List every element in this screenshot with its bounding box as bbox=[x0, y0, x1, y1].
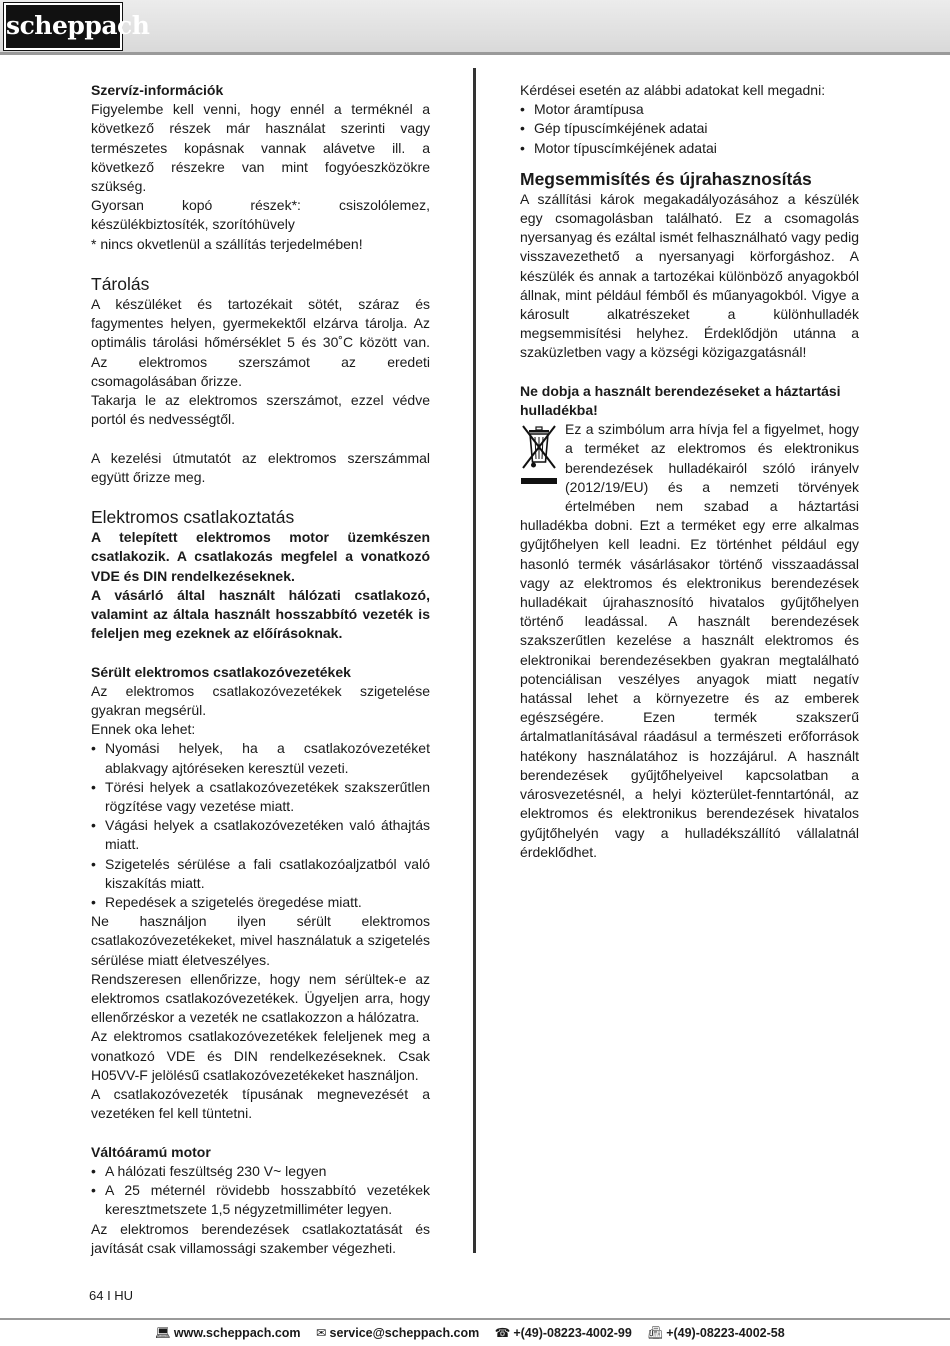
service-title: Szervíz-információk bbox=[91, 82, 224, 98]
website-link[interactable]: www.scheppach.com bbox=[173, 1326, 301, 1340]
storage-title: Tárolás bbox=[91, 274, 150, 295]
list-item: • Motor típuscímkéjének adatai bbox=[520, 139, 859, 158]
right-column bbox=[520, 81, 859, 862]
footer-phone bbox=[495, 1320, 632, 1346]
wear-note: * nincs okvetlenül a szállítás terjedelmében! bbox=[91, 235, 363, 252]
crossed-out-bin-icon bbox=[520, 422, 560, 502]
list-item: • Vágási helyek a csatlakozóvezetéken való áthajtás miatt. bbox=[91, 816, 430, 854]
page-number: 64 I HU bbox=[89, 1288, 134, 1303]
list-item: • Repedések a szigetelés öregedése miatt. bbox=[91, 893, 430, 912]
laptop-icon: 💻︎ bbox=[155, 1326, 171, 1340]
damaged-paragraph-6: A csatlakozóvezeték típusának megnevezését a vezetéken fel kell tüntetni. bbox=[91, 1086, 430, 1122]
electrical-paragraph-1: A telepített elektromos motor üzemkészen csatlakozik. A csatlakozás megfelel a vonatkozó VDE és DIN rendelkezéseknek. bbox=[91, 529, 430, 584]
damaged-paragraph-3: Ne használjon ilyen sérült elektromos csatlakozóvezetékeket, mivel használatuk a szigetelés sérülése miatt életveszélyes. bbox=[91, 913, 430, 968]
questions-intro: Kérdései esetén az alábbi adatokat kell megadni: bbox=[520, 82, 826, 98]
phone-number: +(49)-08223-4002-99 bbox=[513, 1326, 632, 1340]
electrical-paragraph-2: A vásárló által használt hálózati csatlakozó, valamint az általa használt hosszabbító vezeték is feleljen meg ezeknek az előírásoknak. bbox=[91, 586, 430, 642]
questions-list bbox=[520, 100, 859, 158]
storage-paragraph-3: A kezelési útmutatót az elektromos szerszámmal együtt őrizze meg. bbox=[91, 449, 430, 485]
footer-email bbox=[316, 1320, 479, 1346]
damaged-paragraph-2: Ennek oka lehet: bbox=[91, 721, 196, 738]
phone-icon: ☎ bbox=[494, 1326, 511, 1340]
storage-paragraph-2: Takarja le az elektromos szerszámot, ezzel védve portól és nedvességtől. bbox=[91, 392, 430, 428]
page-header bbox=[0, 0, 950, 55]
list-item: • A 25 méternél rövidebb hosszabbító vezetékek keresztmetszete 1,5 négyzetmilliméter legyen. bbox=[91, 1181, 430, 1219]
damaged-causes-list bbox=[91, 739, 430, 912]
column-divider bbox=[473, 68, 476, 1253]
damaged-paragraph-5: Az elektromos csatlakozóvezetékek feleljenek meg a vonatkozó VDE és DIN rendelkezéseknek. Csak H05VV-F jelölésű csatlakozóvezetékeket használjon. bbox=[91, 1028, 430, 1083]
damaged-paragraph-4: Rendszeresen ellenőrizze, hogy nem sérültek-e az elektromos csatlakozóvezetékek. Ügyeljen arra, hogy ellenőrzéskor a vezeték ne csatlakozzon a hálózatra. bbox=[91, 970, 430, 1026]
footer-web bbox=[155, 1320, 301, 1346]
fax-number: +(49)-08223-4002-58 bbox=[666, 1326, 785, 1340]
weee-paragraph: Ez a szimbólum arra hívja fel a figyelmet, hogy a terméket az elektromos és elektronikus berendezések hulladékairól szóló irányelv (2012/19/EU) és a nemzeti törvények értelmében nem szabad a háztartási hulladékba dobni. Ezt a terméket egy erre alkalmas gyűjtőhelyen kell leadni. Ez történhet például egy hasonló termék vásárlásakor történő visszaadással vagy az elektromos és elektronikus berendezések hulladékait újrahasznosító hivatalos gyűjtőhelyen történő leadással. A használt berendezések szakszerűtlen kezelése a használt elektromos és elektronikai berendezésekben gyakran megtalálható potenciálisan veszélyes anyagok miatt negatív hatással lehet a környezetre és az emberek egészségére. Ezen termék szakszerű ártalmatlanításával ráadásul a természeti erőforrások hatékony használatához is hozzájárul. A használt berendezések gyűjtőhelyeivel kapcsolatban a városvezetésnél, a helyi közterület-fenntartónál, az elektromos és elektronikus berendezések hivatalos gyűjtőhelyén vagy a hulladékszállító vállalatnál érdeklődhet. bbox=[520, 421, 859, 860]
fax-icon: 📠︎ bbox=[647, 1326, 664, 1340]
list-item: • A hálózati feszültség 230 V~ legyen bbox=[91, 1162, 430, 1181]
disposal-paragraph: A szállítási károk megakadályozásához a készülék egy csomagolásban található. Ez a csomagolás nyersanyag és ezáltal ismét felhasználható vagy pedig visszavezethető a nyersanyagi körforgáshoz. A készülék és annak a tartozékai különböző anyagokból állnak, mint például fémből és műanyagokból. Vigye a károsult alkatrészeket a különhulladék megsemmisítési helyhez. Érdeklődjön utánna a szaküzletben vagy a községi közigazgatásnál! bbox=[520, 190, 859, 361]
ac-motor-title: Váltóáramú motor bbox=[91, 1143, 211, 1160]
list-item: • Gép típuscímkéjének adatai bbox=[520, 119, 859, 138]
list-item: • Szigetelés sérülése a fali csatlakozóaljzatból való kiszakítás miatt. bbox=[91, 855, 430, 893]
ac-motor-list bbox=[91, 1162, 430, 1220]
list-item: • Motor áramtípusa bbox=[520, 100, 859, 119]
page-footer bbox=[0, 1318, 950, 1345]
list-item: • Nyomási helyek, ha a csatlakozóvezetéket ablakvagy ajtóréseken keresztül vezeti. bbox=[91, 739, 430, 777]
list-item: • Törési helyek a csatlakozóvezetékek szakszerűtlen rögzítése vagy vezetése miatt. bbox=[91, 778, 430, 816]
wear-parts: Gyorsan kopó részek*: csiszolólemez, készülékbiztosíték, szorítóhüvely bbox=[91, 197, 430, 233]
email-link[interactable]: service@scheppach.com bbox=[329, 1326, 480, 1340]
footer-fax bbox=[647, 1320, 784, 1346]
service-text: Figyelembe kell venni, hogy ennél a terméknél a következő részek már használat szerinti vagy természetes kopásnak vannak alávetve ill. a következő részekre van mint fogyóeszközökre szükség. bbox=[91, 101, 430, 195]
damaged-cables-title: Sérült elektromos csatlakozóvezetékek bbox=[91, 663, 351, 680]
envelope-icon: ✉ bbox=[316, 1326, 327, 1340]
storage-paragraph-1: A készüléket és tartozékait sötét, száraz és fagymentes helyen, gyermekektől elzárva tárolja. Az optimális tárolási hőmérséklet 5 és 30˚C között van. Az elektromos szerszámot az eredeti csomagolásában őrizze. bbox=[91, 296, 430, 389]
disposal-title: Megsemmisítés és újrahasznosítás bbox=[520, 168, 812, 189]
brand-logo: scheppach bbox=[4, 3, 122, 50]
weee-title: Ne dobja a használt berendezéseket a háztartási hulladékba! bbox=[520, 382, 841, 419]
weee-block bbox=[520, 420, 859, 862]
damaged-paragraph-1: Az elektromos csatlakozóvezetékek szigetelése gyakran megsérül. bbox=[91, 682, 430, 719]
left-column bbox=[91, 81, 430, 1258]
ac-motor-paragraph: Az elektromos berendezések csatlakoztatását és javítását csak villamossági szakember végezheti. bbox=[91, 1220, 430, 1256]
electrical-title: Elektromos csatlakoztatás bbox=[91, 507, 295, 528]
